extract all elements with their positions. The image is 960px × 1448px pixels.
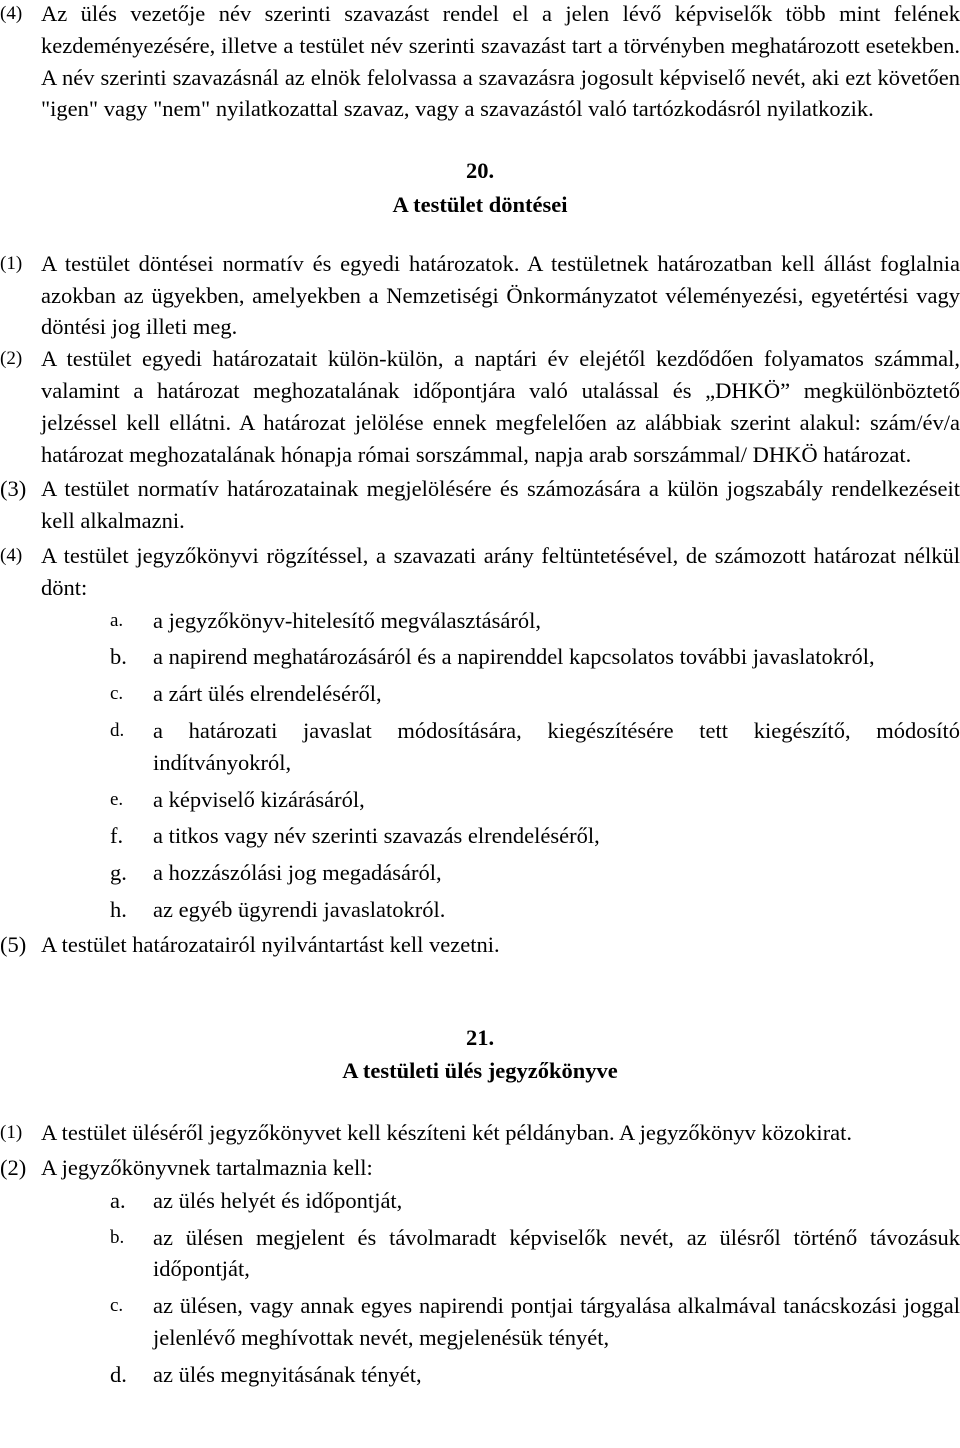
list-item-label: a. bbox=[110, 1187, 126, 1213]
list-item-text: a titkos vagy név szerinti szavazás elrendeléséről, bbox=[153, 823, 600, 849]
list-item-text: az egyéb ügyrendi javaslatokról. bbox=[153, 896, 446, 922]
paragraph-number: (2) bbox=[0, 348, 23, 370]
paragraph-text: Az ülés vezetője név szerinti szavazást rendel el a jelen lévő képviselők több mint felének kezdeményezésére, illetve a testület név szerinti szavazást tart a törvényben meghatározott esetekben. A név szerinti szavazásnál az elnök felolvassa a szavazásra jogosult képviselő nevét, aki ezt követően "igen" vagy "nem" nyilatkozattal szavaz, vagy a szavazástól való tartózkodásról nyilatkozik. bbox=[41, 1, 960, 122]
list-item bbox=[110, 1290, 960, 1354]
section-20-number: 20. bbox=[465, 158, 495, 184]
paragraph-4-voting bbox=[0, 0, 960, 125]
list-item-text: az ülés helyét és időpontját, bbox=[153, 1187, 403, 1213]
paragraph-text: A testület egyedi határozatait külön-külön, a naptári év elejétől kezdődően folyamatos számmal, valamint a határozat meghozatalának időpontjára való utalással és „DHKÖ” megkülönböztető jelzéssel kell ellátni. A határozat jelölése ennek megfelelően az alábbiak szerint alakul: szám/év/a határozat meghozatalának hónapja római sorszámmal, napja arab sorszámmal/ DHKÖ határozat. bbox=[41, 346, 960, 467]
list-item-label: f. bbox=[110, 823, 124, 849]
paragraph-text: A testület normatív határozatainak megjelölésére és számozására a külön jogszabály rendelkezéseit kell alkalmazni. bbox=[41, 476, 960, 534]
section-20-title: A testület döntései bbox=[392, 191, 568, 217]
s20-paragraph-4 bbox=[0, 540, 960, 604]
paragraph-number: (4) bbox=[0, 544, 23, 566]
list-item-text: az ülésen megjelent és távolmaradt képviselők nevét, az ülésről történő távozásuk időpontját, bbox=[153, 1224, 960, 1282]
list-item-text: a képviselő kizárásáról, bbox=[153, 786, 365, 812]
list-item bbox=[110, 605, 960, 637]
list-item bbox=[110, 894, 960, 926]
list-item-label: d. bbox=[110, 1361, 127, 1387]
paragraph-number: (2) bbox=[0, 1154, 27, 1180]
s20-paragraph-3 bbox=[0, 473, 960, 537]
paragraph-text: A testület határozatairól nyilvántartást kell vezetni. bbox=[41, 931, 500, 957]
list-item bbox=[110, 1185, 960, 1217]
list-item bbox=[110, 1359, 960, 1391]
s21-minutes-content-list bbox=[0, 1185, 960, 1391]
paragraph-number: (1) bbox=[0, 1122, 23, 1144]
list-item-label: b. bbox=[110, 644, 127, 670]
list-item bbox=[110, 820, 960, 852]
list-item-label: c. bbox=[110, 683, 124, 705]
list-item-text: az ülés megnyitásának tényét, bbox=[153, 1361, 422, 1387]
list-item-text: az ülésen, vagy annak egyes napirendi pontjai tárgyalása alkalmával tanácskozási joggal jelenlévő meghívottak nevét, megjelenésük tényét, bbox=[153, 1293, 960, 1350]
list-item-label: h. bbox=[110, 896, 127, 922]
list-item-label: b. bbox=[110, 1226, 125, 1248]
list-item bbox=[110, 641, 960, 673]
list-item-label: d. bbox=[110, 719, 125, 741]
list-item bbox=[110, 1222, 960, 1286]
list-item-text: a jegyzőkönyv-hitelesítő megválasztásáról, bbox=[153, 607, 541, 633]
s20-paragraph-1 bbox=[0, 248, 960, 343]
paragraph-number: (1) bbox=[0, 252, 23, 274]
list-item-label: a. bbox=[110, 609, 124, 631]
paragraph-text: A testület üléséről jegyzőkönyvet kell készíteni két példányban. A jegyzőkönyv közokirat. bbox=[41, 1120, 853, 1146]
list-item-label: g. bbox=[110, 860, 127, 886]
list-item-label: e. bbox=[110, 788, 124, 810]
paragraph-text: A testület döntései normatív és egyedi határozatok. A testületnek határozatban kell állást foglalnia azokban az ügyekben, amelyekben a Nemzetiségi Önkormányzatot véleményezési, egyetértési vagy döntési jog illeti meg. bbox=[41, 250, 960, 340]
paragraph-number: (3) bbox=[0, 476, 27, 502]
list-item bbox=[110, 715, 960, 779]
paragraph-text: A testület jegyzőkönyvi rögzítéssel, a szavazati arány feltüntetésével, de számozott határozat nélkül dönt: bbox=[41, 542, 960, 600]
list-item-text: a zárt ülés elrendeléséről, bbox=[153, 681, 382, 707]
paragraph-text: A jegyzőkönyvnek tartalmaznia kell: bbox=[41, 1154, 373, 1180]
list-item-text: a hozzászólási jog megadásáról, bbox=[153, 860, 442, 886]
list-item bbox=[110, 857, 960, 889]
list-item-text: a napirend meghatározásáról és a napirenddel kapcsolatos további javaslatokról, bbox=[153, 644, 875, 670]
s21-paragraph-1 bbox=[0, 1117, 960, 1149]
s20-decision-list bbox=[0, 605, 960, 926]
s21-paragraph-2 bbox=[0, 1152, 960, 1184]
paragraph-number: (5) bbox=[0, 931, 27, 957]
s20-paragraph-5 bbox=[0, 929, 960, 961]
list-item-text: a határozati javaslat módosítására, kiegészítésére tett kiegészítő, módosító indítványokról, bbox=[153, 717, 960, 775]
paragraph-number: (4) bbox=[0, 3, 23, 24]
list-item bbox=[110, 784, 960, 816]
s20-paragraph-2 bbox=[0, 343, 960, 470]
list-item bbox=[110, 678, 960, 710]
section-21-number: 21. bbox=[465, 1024, 495, 1050]
section-21-title: A testületi ülés jegyzőkönyve bbox=[342, 1058, 618, 1084]
list-item-label: c. bbox=[110, 1295, 124, 1317]
